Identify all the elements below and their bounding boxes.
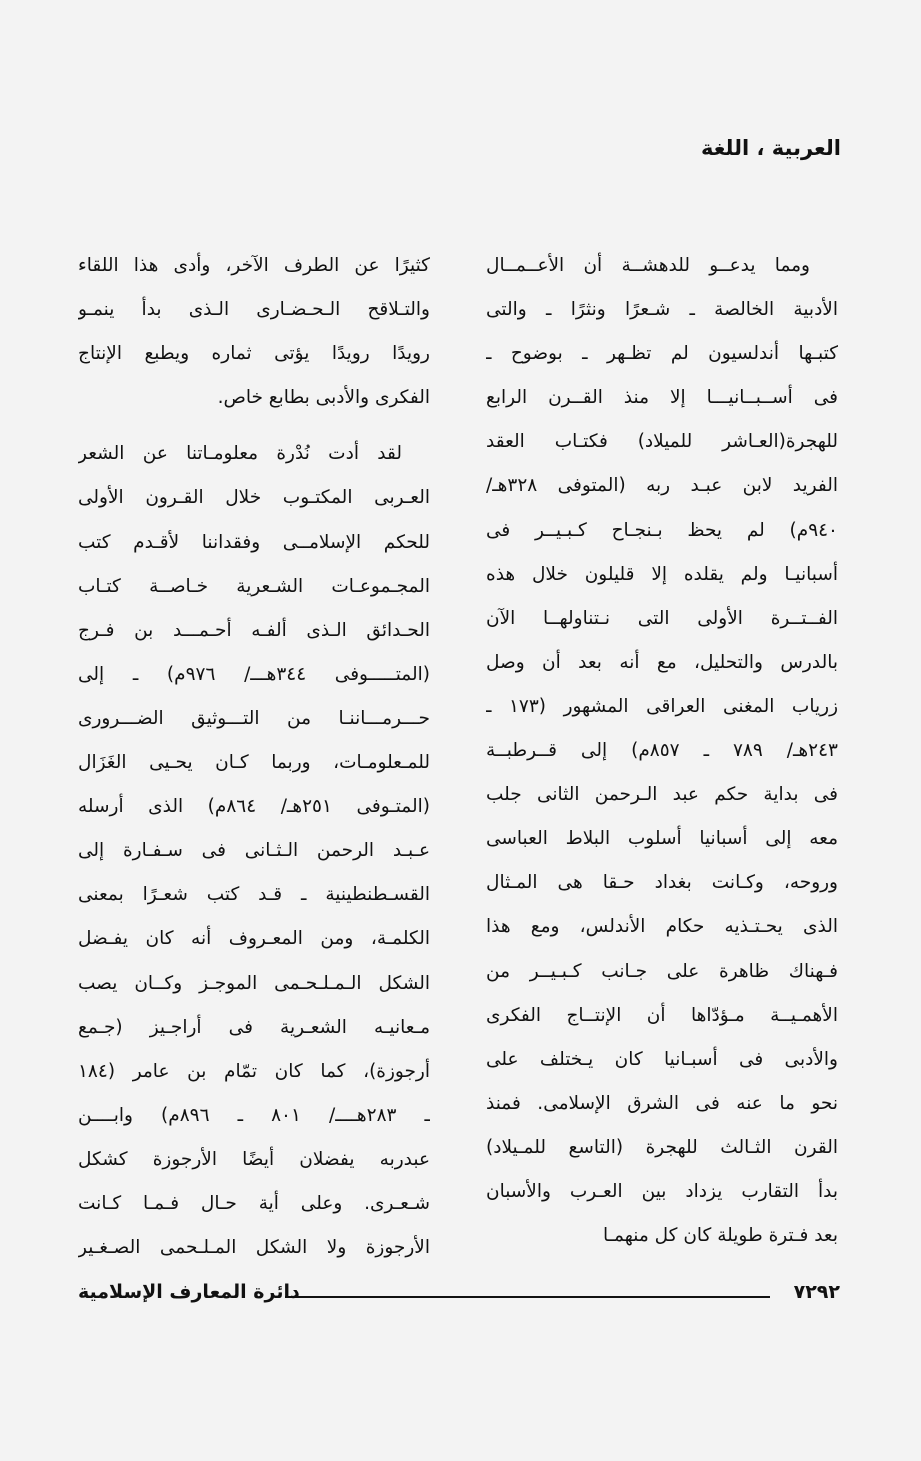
footer-rule [285,1296,770,1298]
text-line: للهجرة(العـاشر للميلاد) فكتـاب العقد [486,431,838,453]
text-line: للحكم الإسلامــى وفقداننا لأقـدم كتب [78,531,430,553]
text-line: الفريد لابن عبـد ربه (المتوفى ٣٢٨هـ/ [486,475,838,497]
page-number: ٧٢٩٢ [793,1281,840,1303]
text-line: فى بداية حكم عبد الـرحمن الثانى جلب [486,784,838,806]
text-line: المجـموعـات الشـعرية خـاصــة كتـاب [78,575,430,597]
text-line: القسـطنطينية ـ قـد كتب شعـرًا بمعنى [78,884,430,906]
text-line: والتـلاقح الـحـضـارى الـذى بدأ ينمـو [78,299,430,321]
text-column-right [486,244,838,1258]
text-line: أسبانيـا ولم يقلده إلا قليلون خلال هذه [486,563,838,585]
text-line: فـهناك ظاهرة على جـانب كـبـيــر من [486,960,838,982]
text-line: أرجوزة)، كما كان تمّام بن عامر (١٨٤ [78,1060,430,1082]
text-line: حـــرمـــاننـا من التـــوثيق الضـــرورى [78,707,430,729]
publication-title: دائرة المعارف الإسلامية [78,1281,300,1303]
text-line: ٢٤٣هـ/ ٧٨٩ ـ ٨٥٧م) إلى قــرطبــة [486,740,838,762]
text-line: الأرجوزة ولا الشكل المـلـحمى الصـغـير [78,1237,430,1259]
text-line: (المتـــــوفى ٣٤٤هـــ/ ٩٧٦م) ـ إلى [78,663,430,685]
text-line: والأدبى فى أسبـانيا كان يـختلف على [486,1048,838,1070]
text-line: عبدربه يفضلان أيضًا الأرجوزة كشكل [78,1148,430,1170]
text-line: العـربى المكتـوب خلال القـرون الأولى [78,487,430,509]
text-line: (المتـوفى ٢٥١هـ/ ٨٦٤م) الذى أرسله [78,796,430,818]
text-line: معه إلى أسبانيا أسلوب البلاط العباسى [486,828,838,850]
text-line: كتبـها أندلسيون لم تظـهر ـ بوضوح ـ [486,343,838,365]
text-line: نحو ما عنه فى الشرق الإسلامى. فمنذ [486,1092,838,1114]
text-line: مـعانيـه الشعـرية فى أراجـيز (جـمع [78,1016,430,1038]
text-line: الأدبية الخالصة ـ شـعرًا ونثرًا ـ والتى [486,299,838,321]
page-footer [78,1281,840,1311]
text-line: الكلمـة، ومن المعـروف أنه كان يفـضل [78,928,430,950]
text-line: ـ ٢٨٣هــــ/ ٨٠١ ـ ٨٩٦م) وابــــن [78,1104,430,1126]
text-line: رويدًا رويدًا يؤتى ثماره ويطبع الإنتاج [78,343,430,365]
text-line: لقد أدت نُدْرة معلومـاتنا عن الشعر [78,443,402,465]
running-head: العربية ، اللغة [700,136,841,160]
text-line: ومما يدعــو للدهشــة أن الأعــمــال [486,255,810,276]
text-line: فى أســبــانيـــا إلا منذ القــرن الرابع [486,387,838,409]
text-line: زرياب المغنى العراقى المشهور (١٧٣ ـ [486,695,838,717]
text-line: بعد فـترة طويلة كان كل منهمـا [602,1225,838,1247]
text-line: وروحه، وكـانت بغداد حـقا هى المـثال [486,872,838,894]
text-line: للمـعلومـات، وربما كـان يحـيى الغَزَال [78,752,430,774]
text-line: القرن الثـالث للهجرة (التاسع للمـيلاد) [486,1136,838,1158]
text-line: الفكرى والأدبى بطابع خاص. [217,387,430,409]
text-line: عـبـد الرحمن الـثـانى فى سـفـارة إلى [78,840,430,862]
text-line: بدأ التقارب يزداد بين العـرب والأسبان [486,1180,838,1202]
text-line: الشكل الـمـلـحـمى الموجـز وكــان يصب [78,972,430,994]
text-line: الأهمـيــة مـؤدّاها أن الإنتــاج الفكرى [486,1004,838,1026]
text-line: شـعـرى. وعلى أية حـال فـمـا كـانت [78,1192,430,1214]
text-line: ٩٤٠م) لم يحظ بـنجـاح كـبـيــر فى [486,519,838,541]
text-line: كثيرًا عن الطرف الآخر، وأدى هذا اللقاء [78,255,430,276]
text-line: بالدرس والتحليل، مع أنه بعد أن وصل [486,651,838,673]
text-line: الحـدائق الـذى ألفـه أحـمـــد بن فـرج [78,619,430,641]
text-line: الذى يحـتـذيه حكام الأندلس، ومع هذا [486,916,838,938]
text-line: الفــتــرة الأولى التى نـتناولهــا الآن [486,607,838,629]
text-column-left [78,244,430,1270]
